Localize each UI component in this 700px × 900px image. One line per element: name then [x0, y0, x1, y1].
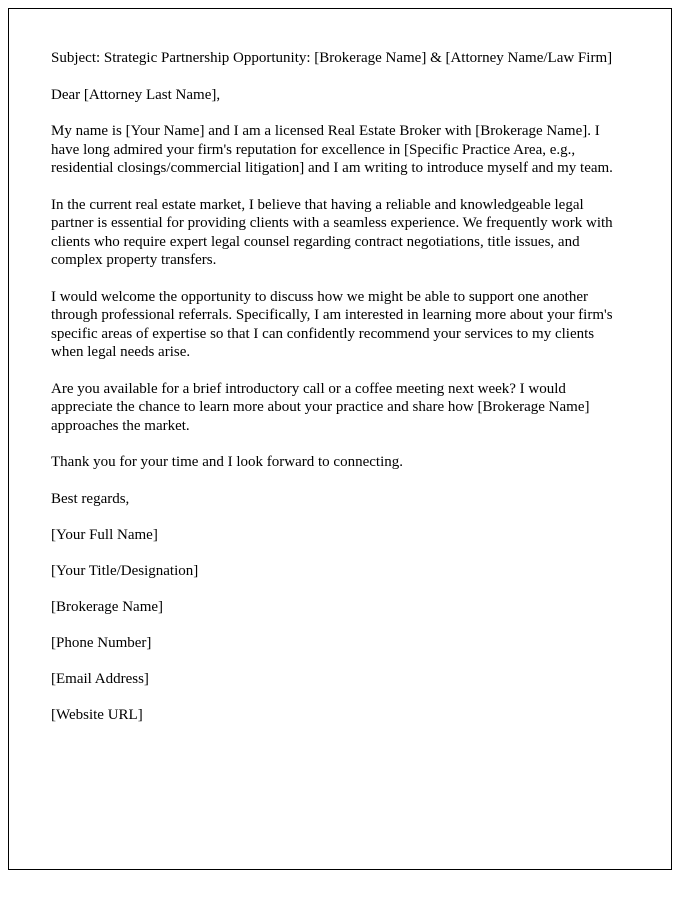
letter-body	[51, 49, 624, 724]
signature-block	[51, 526, 624, 724]
subject-line: Subject: Strategic Partnership Opportunity: [Brokerage Name] & [Attorney Name/Law Firm]	[51, 50, 613, 66]
body-paragraph-2: In the current real estate market, I believe that having a reliable and knowledgeable legal partner is essential for providing clients with a seamless experience. We frequently work with clients who require expert legal counsel regarding contract negotiations, title issues, and complex property transfers.	[51, 196, 613, 268]
body-paragraph-4: Are you available for a brief introductory call or a coffee meeting next week? I would appreciate the chance to learn more about your practice and share how [Brokerage Name] approaches the market.	[51, 380, 590, 434]
salutation: Dear [Attorney Last Name],	[51, 86, 221, 103]
closing-line: Thank you for your time and I look forward to connecting.	[51, 454, 403, 470]
signature-line-phone: [Phone Number]	[51, 635, 152, 651]
sign-off: Best regards,	[51, 490, 130, 507]
signature-line-email: [Email Address]	[51, 671, 149, 687]
body-paragraph-1: My name is [Your Name] and I am a licensed Real Estate Broker with [Brokerage Name]. I have long admired your firm's reputation for excellence in [Specific Practice Area, e.g., residential closings/commercial litigation] and I am writing to introduce myself and my team.	[51, 123, 613, 176]
letter-page	[8, 8, 672, 870]
body-paragraph-3: I would welcome the opportunity to discuss how we might be able to support one another through professional referrals. Specifically, I am interested in learning more about your firm's specific areas of expertise so that I can confidently recommend your services to my clients when legal needs arise.	[51, 288, 613, 360]
signature-line-website: [Website URL]	[51, 707, 143, 723]
signature-line-title: [Your Title/Designation]	[51, 563, 199, 579]
signature-line-brokerage: [Brokerage Name]	[51, 599, 164, 615]
signature-line-name: [Your Full Name]	[51, 527, 158, 543]
